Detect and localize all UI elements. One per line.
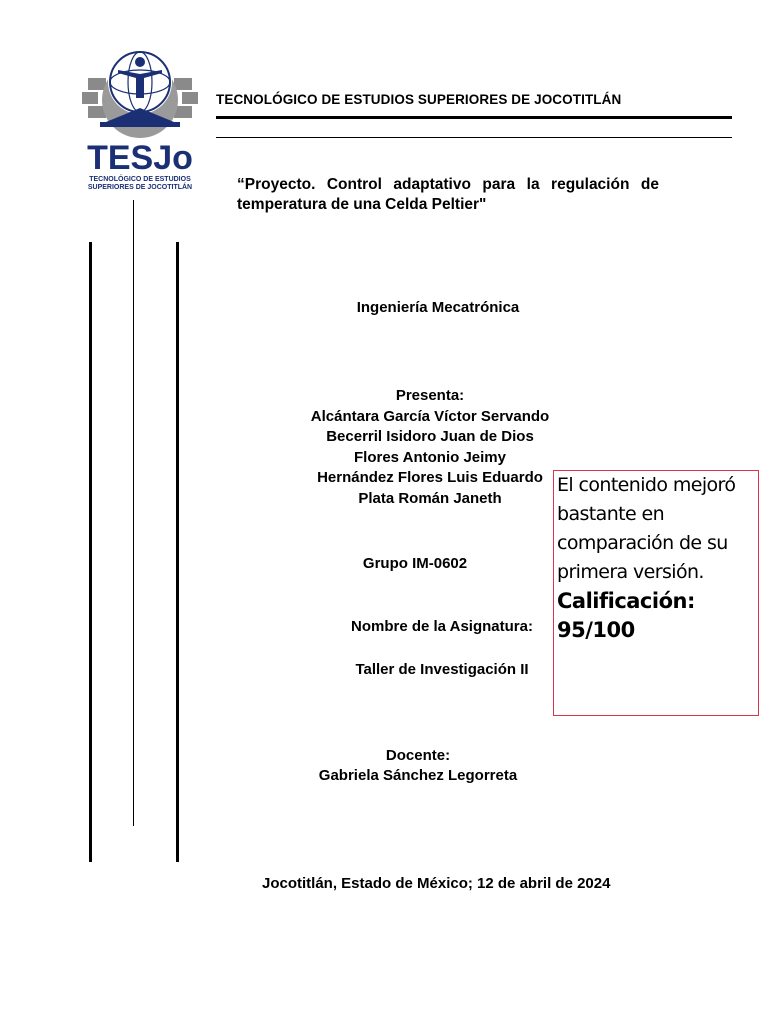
comment-text: El contenido mejoró bastante en comparación de su primera versión. — [557, 474, 736, 583]
presenters-label: Presenta: — [395, 387, 465, 404]
place-date: Jocotitlán, Estado de México; 12 de abril de 2024 — [262, 875, 611, 892]
presenters-block — [280, 386, 580, 509]
project-title: “Proyecto. Control adaptativo para la regulación de temperatura de una Celda Peltier" — [237, 176, 659, 213]
presenter-name: Flores Antonio Jeimy — [354, 448, 506, 466]
institution-name: TECNOLÓGICO DE ESTUDIOS SUPERIORES DE JOCOTITLÁN — [216, 92, 622, 107]
logo-text-block — [78, 140, 202, 192]
career-name: Ingeniería Mecatrónica — [356, 299, 520, 316]
decorative-line-left — [89, 242, 92, 862]
presenter-name: Alcántara García Víctor Servando — [310, 407, 550, 425]
grade-value: 95/100 — [557, 618, 635, 642]
grade-comment-box — [553, 470, 759, 716]
header-rule-thick — [216, 116, 732, 119]
logo-subtext-line1: TECNOLÓGICO DE ESTUDIOS — [89, 176, 191, 183]
logo-emblem-icon — [78, 40, 202, 140]
group-label: Grupo IM-0602 — [362, 555, 468, 572]
presenter-name: Plata Román Janeth — [358, 489, 502, 507]
logo-subtext-line2: SUPERIORES DE JOCOTITLÁN — [87, 184, 193, 191]
header-rule-thin — [216, 137, 732, 138]
grade-label: Calificación: — [557, 589, 695, 613]
presenter-name: Hernández Flores Luis Eduardo — [317, 469, 543, 486]
teacher-label: Docente: — [385, 747, 451, 764]
teacher-name: Gabriela Sánchez Legorreta — [318, 767, 518, 784]
logo-wordmark: TESJo — [87, 139, 193, 177]
decorative-line-right — [176, 242, 179, 862]
subject-label: Nombre de la Asignatura: — [351, 618, 533, 635]
decorative-line-middle — [133, 200, 134, 826]
presenter-name: Becerril Isidoro Juan de Dios — [326, 428, 534, 445]
subject-name: Taller de Investigación II — [355, 661, 529, 678]
